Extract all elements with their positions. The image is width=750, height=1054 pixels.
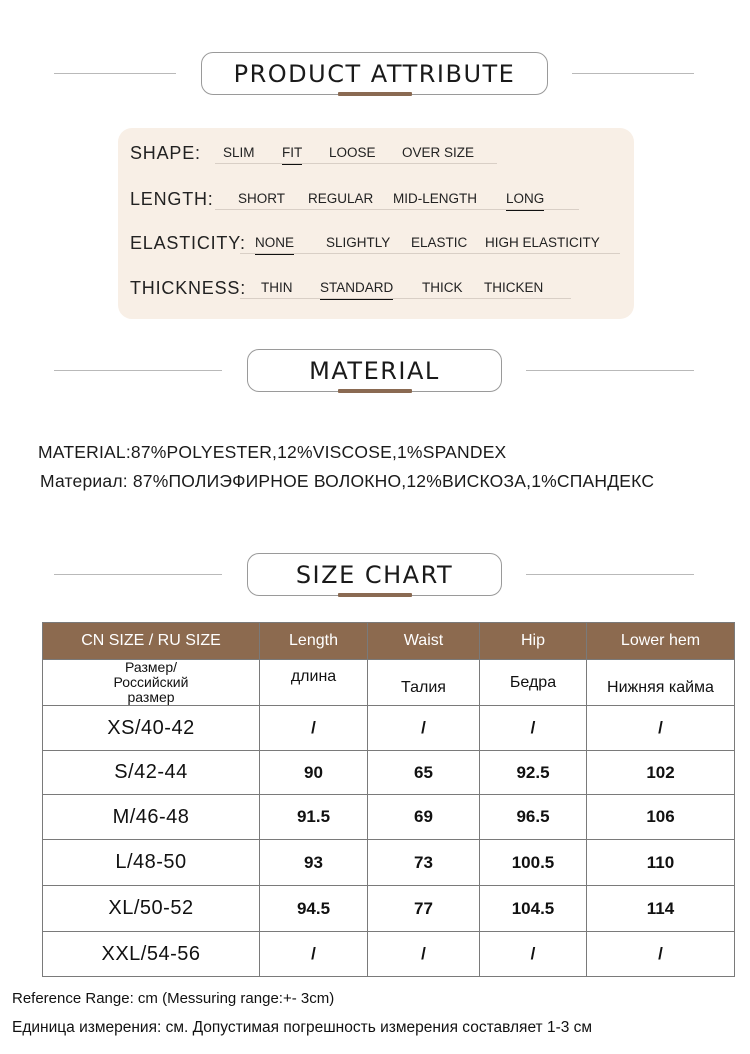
value-cell: 91.5 (260, 795, 368, 840)
table-row (43, 751, 735, 795)
value-cell: 102 (587, 751, 735, 795)
size-chart-table (42, 622, 735, 977)
table-row (43, 886, 735, 932)
attr-option-selected: STANDARD (320, 280, 394, 295)
ru-header-lower-hem: Нижняя кайма (587, 660, 735, 706)
attr-label-shape: SHAPE: (130, 143, 201, 163)
value-cell: 106 (587, 795, 735, 840)
value-cell: 110 (587, 840, 735, 886)
attr-option: SHORT (238, 191, 286, 206)
value-cell: / (480, 932, 587, 977)
attr-option-selected: FIT (282, 145, 303, 160)
value-cell: 69 (368, 795, 480, 840)
attr-label-length: LENGTH: (130, 189, 214, 209)
attr-label-elasticity: ELASTICITY: (130, 233, 246, 253)
attr-option: SLIGHTLY (326, 235, 391, 250)
value-cell: 90 (260, 751, 368, 795)
value-cell: 96.5 (480, 795, 587, 840)
attr-row-line (240, 298, 571, 299)
divider-right (526, 370, 694, 371)
attr-option: ELASTIC (411, 235, 468, 250)
size-cell: S/42-44 (43, 751, 260, 795)
table-row (43, 840, 735, 886)
value-cell: 77 (368, 886, 480, 932)
attr-option: REGULAR (308, 191, 374, 206)
attr-option: MID-LENGTH (393, 191, 477, 206)
section-title-attribute (201, 52, 548, 95)
material-en-label: MATERIAL: (38, 442, 131, 462)
attr-option: LOOSE (329, 145, 376, 160)
table-row (43, 706, 735, 751)
title-underbar (338, 593, 412, 597)
ru-header-length: длина (260, 660, 368, 706)
attr-option: OVER SIZE (402, 145, 475, 160)
size-cell: XXL/54-56 (43, 932, 260, 977)
attr-option: THIN (261, 280, 293, 295)
table-ru-header-row (43, 660, 735, 706)
attr-row-line (215, 209, 579, 210)
value-cell: 73 (368, 840, 480, 886)
attr-option: THICK (422, 280, 463, 295)
table-row (43, 795, 735, 840)
value-cell: 93 (260, 840, 368, 886)
value-cell: 65 (368, 751, 480, 795)
header-length: Length (260, 623, 368, 660)
value-cell: 100.5 (480, 840, 587, 886)
header-lower-hem: Lower hem (587, 623, 735, 660)
title-underbar (338, 389, 412, 393)
size-cell: L/48-50 (43, 840, 260, 886)
value-cell: / (368, 706, 480, 751)
value-cell: / (260, 932, 368, 977)
value-cell: 92.5 (480, 751, 587, 795)
attr-row-line (215, 163, 497, 164)
section-title-material-text: MATERIAL (309, 357, 440, 385)
table-header-row (43, 623, 735, 660)
attr-option: HIGH ELASTICITY (485, 235, 600, 250)
ru-header-size: Размер/Российский размер (43, 660, 260, 706)
title-underbar (338, 92, 412, 96)
divider-right (572, 73, 694, 74)
value-cell: / (368, 932, 480, 977)
attr-option: SLIM (223, 145, 255, 160)
section-title-size (247, 553, 502, 596)
size-cell: M/46-48 (43, 795, 260, 840)
material-en-value: 87%POLYESTER,12%VISCOSE,1%SPANDEX (130, 442, 507, 462)
value-cell: 114 (587, 886, 735, 932)
value-cell: 104.5 (480, 886, 587, 932)
header-hip: Hip (480, 623, 587, 660)
attr-option-selected: NONE (255, 235, 295, 250)
divider-right (526, 574, 694, 575)
material-ru (40, 471, 654, 492)
value-cell: / (480, 706, 587, 751)
divider-left (54, 574, 222, 575)
ru-header-hip: Бедра (480, 660, 587, 706)
material-ru-label: Материал: (40, 471, 128, 491)
material-en (38, 442, 506, 463)
size-cell: XL/50-52 (43, 886, 260, 932)
table-row (43, 932, 735, 977)
section-title-attribute-text: PRODUCT ATTRIBUTE (233, 60, 516, 88)
reference-note-en: Reference Range: cm (Messuring range:+- 3cm) (12, 990, 335, 1007)
attr-row-line (240, 253, 620, 254)
value-cell: / (587, 706, 735, 751)
header-waist: Waist (368, 623, 480, 660)
section-title-material (247, 349, 502, 392)
divider-left (54, 73, 176, 74)
header-size: CN SIZE / RU SIZE (43, 623, 260, 660)
attr-label-thickness: THICKNESS: (130, 278, 247, 298)
value-cell: 94.5 (260, 886, 368, 932)
value-cell: / (587, 932, 735, 977)
divider-left (54, 370, 222, 371)
size-cell: XS/40-42 (43, 706, 260, 751)
section-title-size-text: SIZE CHART (295, 561, 454, 589)
material-ru-value: 87%ПОЛИЭФИРНОЕ ВОЛОКНО,12%ВИСКОЗА,1%СПАНДЕКС (132, 471, 655, 491)
reference-note-ru: Единица измерения: см. Допустимая погрешность измерения составляет 1-3 см (12, 1019, 593, 1036)
ru-header-waist: Талия (368, 660, 480, 706)
value-cell: / (260, 706, 368, 751)
attr-option: THICKEN (484, 280, 544, 295)
attr-option-selected: LONG (506, 191, 545, 206)
